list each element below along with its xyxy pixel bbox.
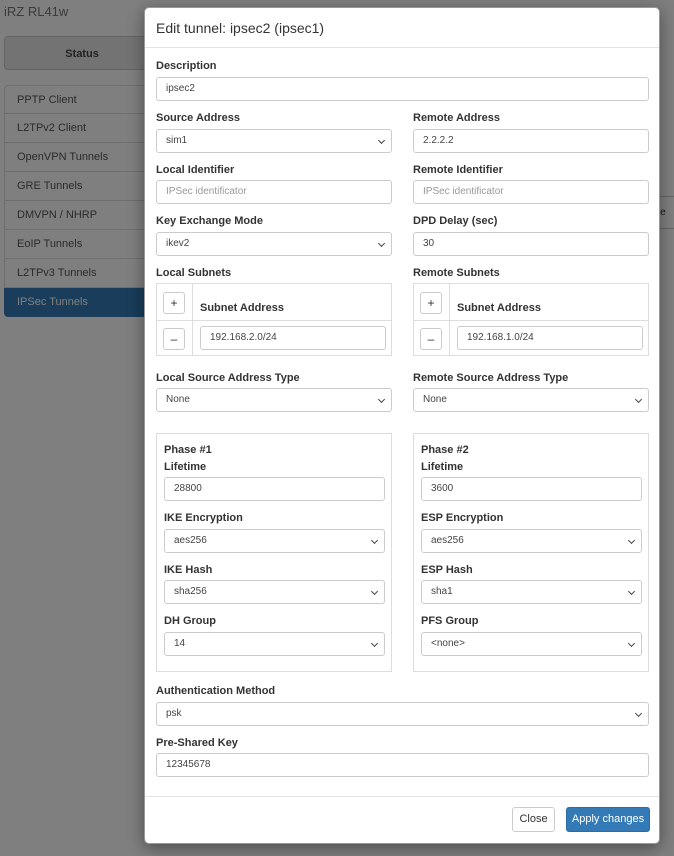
local-source-type-label: Local Source Address Type <box>156 372 300 384</box>
auth-method-label: Authentication Method <box>156 685 276 697</box>
remote-subnet-remove-button[interactable]: – <box>420 328 442 350</box>
psk-input[interactable]: 12345678 <box>156 753 649 777</box>
esp-hash-value: sha1 <box>431 586 453 597</box>
remote-subnet-column-header: Subnet Address <box>457 302 541 314</box>
phase1-panel <box>156 433 392 672</box>
ike-hash-select[interactable] <box>164 580 385 604</box>
auth-method-value: psk <box>166 708 182 719</box>
phase1-lifetime-input[interactable]: 28800 <box>164 477 385 501</box>
remote-subnets-label: Remote Subnets <box>413 267 500 279</box>
source-address-value: sim1 <box>166 135 188 146</box>
source-address-label: Source Address <box>156 112 240 124</box>
local-subnet-remove-button[interactable]: – <box>163 328 185 350</box>
phase2-lifetime-input[interactable]: 3600 <box>421 477 642 501</box>
local-subnets-label: Local Subnets <box>156 267 232 279</box>
local-identifier-input[interactable]: IPSec identificator <box>156 180 392 204</box>
local-source-type-select[interactable] <box>156 388 392 412</box>
esp-encryption-value: aes256 <box>431 535 464 546</box>
dh-group-value: 14 <box>174 638 186 649</box>
psk-label: Pre-Shared Key <box>156 737 238 749</box>
remote-subnets-table <box>413 283 649 356</box>
ike-encryption-value: aes256 <box>174 535 207 546</box>
edit-tunnel-modal <box>144 7 660 844</box>
ike-encryption-select[interactable] <box>164 529 385 553</box>
esp-hash-label: ESP Hash <box>421 564 473 576</box>
remote-source-type-label: Remote Source Address Type <box>413 372 569 384</box>
modal-footer <box>145 796 659 843</box>
dpd-delay-label: DPD Delay (sec) <box>413 215 498 227</box>
remote-subnet-add-button[interactable]: + <box>420 292 442 314</box>
key-exchange-label: Key Exchange Mode <box>156 215 263 227</box>
local-identifier-label: Local Identifier <box>156 164 235 176</box>
esp-hash-select[interactable] <box>421 580 642 604</box>
remote-subnet-input[interactable]: 192.168.1.0/24 <box>457 326 643 350</box>
key-exchange-select[interactable] <box>156 232 392 256</box>
remote-address-input[interactable]: 2.2.2.2 <box>413 129 649 153</box>
remote-subnets-divider <box>449 284 450 355</box>
dh-group-select[interactable] <box>164 632 385 656</box>
phase1-lifetime-label: Lifetime <box>164 461 207 473</box>
dpd-delay-input[interactable]: 30 <box>413 232 649 256</box>
dh-group-label: DH Group <box>164 615 216 627</box>
pfs-group-label: PFS Group <box>421 615 479 627</box>
ike-hash-value: sha256 <box>174 586 207 597</box>
close-button[interactable]: Close <box>512 807 555 832</box>
local-subnets-table <box>156 283 392 356</box>
esp-encryption-select[interactable] <box>421 529 642 553</box>
pfs-group-select[interactable] <box>421 632 642 656</box>
phase2-lifetime-label: Lifetime <box>421 461 464 473</box>
description-label: Description <box>156 60 217 72</box>
remote-source-type-value: None <box>423 394 447 405</box>
phase2-title: Phase #2 <box>421 444 469 456</box>
apply-changes-button[interactable]: Apply changes <box>566 807 650 832</box>
ike-hash-label: IKE Hash <box>164 564 213 576</box>
local-subnets-divider <box>192 284 193 355</box>
local-source-type-value: None <box>166 394 190 405</box>
pfs-group-value: <none> <box>431 638 465 649</box>
description-input[interactable]: ipsec2 <box>156 77 649 101</box>
key-exchange-value: ikev2 <box>166 238 190 249</box>
remote-address-label: Remote Address <box>413 112 501 124</box>
local-subnet-add-button[interactable]: + <box>163 292 185 314</box>
remote-identifier-input[interactable]: IPSec identificator <box>413 180 649 204</box>
ike-encryption-label: IKE Encryption <box>164 512 243 524</box>
modal-header <box>145 8 659 48</box>
modal-title: Edit tunnel: ipsec2 (ipsec1) <box>156 20 325 36</box>
phase2-panel <box>413 433 649 672</box>
local-subnet-column-header: Subnet Address <box>200 302 284 314</box>
remote-source-type-select[interactable] <box>413 388 649 412</box>
auth-method-select[interactable] <box>156 702 649 726</box>
local-subnet-input[interactable]: 192.168.2.0/24 <box>200 326 386 350</box>
source-address-select[interactable] <box>156 129 392 153</box>
esp-encryption-label: ESP Encryption <box>421 512 504 524</box>
phase1-title: Phase #1 <box>164 444 212 456</box>
remote-identifier-label: Remote Identifier <box>413 164 503 176</box>
